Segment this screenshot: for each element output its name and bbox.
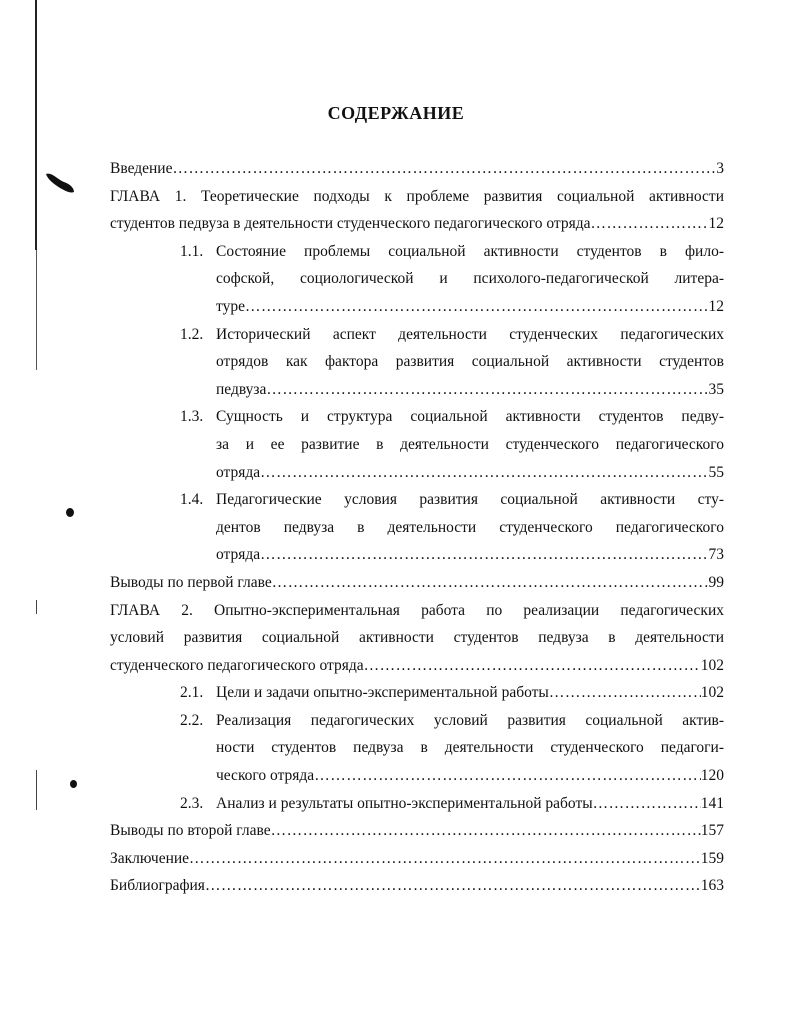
page-number: 141 (700, 794, 724, 812)
toc-entry-bibliography[interactable]: Библиография ……………………………………………………………………………………………………………………………… 163 (110, 872, 724, 900)
scan-tick (36, 600, 37, 614)
dot-leader (593, 790, 701, 818)
scan-tick (36, 770, 37, 810)
page-number: 99 (708, 573, 724, 591)
toc-entry-2-3[interactable]: 2.3. Анализ и результаты опытно-экспериментальной работы ……………………………………………………………………………………………………………………………… 141 (180, 790, 724, 818)
toc-entry-2-1[interactable]: 2.1. Цели и задачи опытно-экспериментальной работы ……………………………………………………………………………………………………………………………… 102 (180, 679, 724, 707)
dot-leader (549, 679, 701, 707)
dot-leader (314, 762, 701, 790)
toc-entry-chapter-2[interactable]: ГЛАВА 2. Опытно-экспериментальная работа по реализации педагогических условий развития социальной активности студентов педвуза в деятельности студенческого педагогического отряда ……………………………………………………………………………………………………………………………… 102 (110, 597, 724, 680)
scan-edge-line-lower (36, 250, 37, 370)
dot-leader (189, 845, 701, 873)
table-of-contents (110, 155, 724, 900)
page-number: 3 (716, 160, 724, 177)
dot-leader (272, 569, 709, 597)
dot-leader (260, 541, 708, 569)
dot-leader (172, 155, 716, 183)
scan-smudge-mark (44, 170, 76, 196)
page-number: 163 (700, 877, 724, 895)
toc-entry-1-4[interactable]: 1.4. Педагогические условия развития социальной активности сту- дентов педвуза в деятельности студенческого педагогического отряда ……………………………………………………………………………………………………………………………… 73 (110, 486, 724, 569)
page-number: 73 (708, 546, 724, 564)
dot-leader (260, 459, 708, 487)
dot-leader (364, 652, 701, 680)
page-number: 102 (700, 656, 724, 674)
page-title: СОДЕРЖАНИЕ (327, 103, 465, 123)
dot-leader (205, 872, 701, 900)
toc-entry-conclusions-1[interactable]: Выводы по первой главе ……………………………………………………………………………………………………………………………… 99 (110, 569, 724, 597)
toc-entry-1-2[interactable]: 1.2. Исторический аспект деятельности студенческих педагогических отрядов как фактора развития социальной активности студентов педвуза ……………………………………………………………………………………………………………………………… 35 (110, 321, 724, 404)
toc-entry-1-3[interactable]: 1.3. Сущность и структура социальной активности студентов педву- за и ее развитие в деятельности студенческого педагогического отряда ……………………………………………………………………………………………………………………………… 55 (110, 403, 724, 486)
page-number: 55 (708, 463, 724, 481)
dot-leader (266, 376, 708, 404)
dot-leader (590, 210, 708, 238)
scan-speck (66, 508, 74, 517)
toc-entry-conclusions-2[interactable]: Выводы по второй главе ……………………………………………………………………………………………………………………………… 157 (110, 817, 724, 845)
toc-entry-1-1[interactable]: 1.1. Состояние проблемы социальной активности студентов в фило- софской, социологической и психолого-педагогической литера- туре ……………………………………………………………………………………………………………………………… 12 (110, 238, 724, 321)
toc-entry-chapter-1[interactable]: ГЛАВА 1. Теоретические подходы к проблеме развития социальной активности студентов педвуза в деятельности студенческого педагогического отряда ……………………………………………………………………………………………………………………………… 12 (110, 183, 724, 238)
page-number: 12 (708, 215, 724, 233)
scan-speck (70, 780, 77, 788)
page-number: 12 (708, 297, 724, 315)
dot-leader (271, 817, 701, 845)
toc-entry-2-2[interactable]: 2.2. Реализация педагогических условий развития социальной актив- ности студентов педвуза в деятельности студенческого педагоги- ческого отряда ……………………………………………………………………………………………………………………………… 120 (110, 707, 724, 790)
page-number: 120 (700, 767, 724, 785)
page-number: 35 (708, 380, 724, 398)
page-number: 157 (700, 822, 724, 840)
page-number: 102 (700, 684, 724, 702)
toc-entry-intro[interactable]: Введение ……………………………………………………………………………………………………………………………… 3 (110, 155, 724, 183)
scan-edge-line (35, 0, 37, 250)
toc-entry-conclusion[interactable]: Заключение ……………………………………………………………………………………………………………………………… 159 (110, 845, 724, 873)
dot-leader (245, 293, 709, 321)
page-number: 159 (700, 849, 724, 867)
